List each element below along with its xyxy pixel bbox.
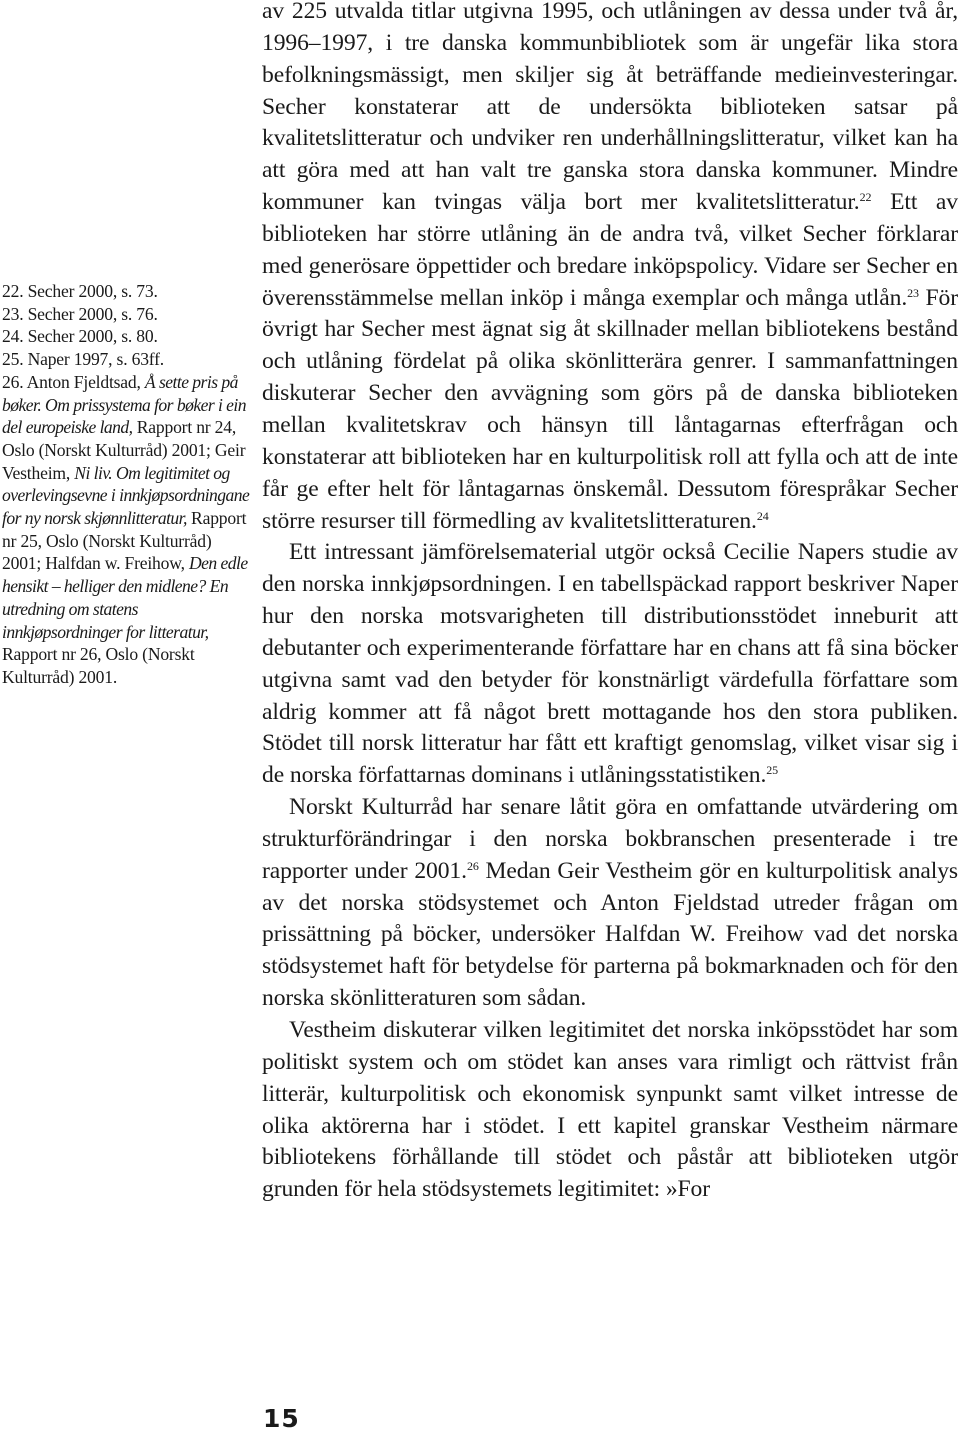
footnote-26-report-26: Rapport nr 26, Oslo (Norskt Kulturråd) 2001. <box>2 644 195 687</box>
paragraph-vestheim: Vestheim diskuterar vilken legitimitet det norska inköpsstödet har som politiskt system och om stödet kan anses vara rimligt och rättvist från litterär, kulturpolitisk och ekonomisk synpunkt samt vilket intresse de olika aktörerna har i stödet. I ett kapitel granskar Vestheim närmare bibliotekens förhållande till stödet och påstår att biblioteken utgör grunden för hela stödsystemets legitimitet: »For <box>262 1017 958 1203</box>
footnote-ref-24: 24 <box>756 508 769 523</box>
sidenotes-column <box>2 280 254 689</box>
footnote-26-author: 26. Anton Fjeldtsad, <box>2 371 145 392</box>
footnote-26-report-24: Rapport nr 24, Oslo (Norskt Kulturråd) 2001; Geir Vestheim, <box>2 417 246 483</box>
footnote-23: 23. Secher 2000, s. 76. <box>2 303 158 324</box>
paragraph-naper-text: Ett intressant jämförelsematerial utgör också Cecilie Napers studie av den norska innkjøpsordningen. I en tabellspäckad rapport beskriver Naper hur den norska motsvarigheten till distributionsstödet inneburit att debutanter och experimenterande författare har en chans att få sina böcker utgivna samt vad den betyder för konstnärligt värdefulla författare som aldrig kommer att få något brett mottagande hos den stora publiken. Stödet till norsk litteratur har fått ett kraftigt genomslag, vilket visar sig i de norska författarnas dominans i utlåningsstatistiken. <box>262 539 958 789</box>
paragraph-kulturrad <box>262 792 958 1015</box>
footnote-26-report-25: Rapport nr 25, Oslo (Norskt Kulturråd) 2001; Halfdan w. Freihow, <box>2 508 247 574</box>
page-number: 15 <box>263 1404 300 1433</box>
footnote-26-title-fjeldstad: Å sette pris på bøker. Om prissystema for bøker i ein del europeiske land, <box>2 371 247 438</box>
paragraph-naper <box>262 537 958 792</box>
paragraph-secher <box>262 0 958 537</box>
paragraph-secher-part3: För övrigt har Secher mest ägnat sig åt skillnader mellan bibliotekens bestånd och utlåning fördelat på olika skönlitterära genrer. I sammanfattningen diskuterar Secher den avvägning som görs på de danska biblioteken mellan kvalitetskrav och hänsyn till låntagarnas efterfrågan och konstaterar att biblioteken har en kulturpolitisk roll att fylla och att de inte får ge efter helt för låntagarnas önskemål. Dessutom förespråkar Secher större resurser till förmedling av kvalitetslitteraturen. <box>262 284 958 534</box>
paragraph-kulturrad-part2: Medan Geir Vestheim gör en kulturpolitisk analys av det norska stödsystemet och Anton Fjeldstad utreder frågan om prissättning på böcker, undersöker Halfdan W. Freihow vad det norska stödsystemet haft för betydelse för parterna på bokmarknaden och för den norska skönlitteraturen som sådan. <box>262 857 958 1012</box>
paragraph-secher-part1: av 225 utvalda titlar utgivna 1995, och utlåningen av dessa under två år, 1996–1997, i tre danska kommunbibliotek som är ungefär lika stora befolkningsmässigt, men skiljer sig åt beträffande medieinvesteringar. Secher konstaterar att de undersökta biblioteken satsar på kvalitetslitteratur och undviker ren underhållningslitteratur, vilket kan ha att göra med att han valt tre ganska stora danska kommuner. Mindre kommuner kan tvingas välja bort mer kvalitetslitteratur. <box>262 0 958 216</box>
footnote-ref-26: 26 <box>466 858 479 873</box>
paragraph-secher-part2: Ett av biblioteken har större utlåning än de andra två, vilket Secher förklarar med generösare öppettider och bredare inköpspolicy. Vidare ser Secher en överensstämmelse mellan inköp i många exemplar och många utlån. <box>262 189 958 311</box>
footnote-26-title-vestheim: Ni liv. Om legitimitet og overlevingsevne i innkjøpsordningane for ny norsk skjønnlitteratur, <box>2 462 250 529</box>
footnote-ref-25: 25 <box>766 763 779 778</box>
paragraph-kulturrad-part1: Norskt Kulturråd har senare låtit göra en omfattande utvärdering om strukturförändringar i den norska bokbranschen presenterade i tre rapporter under 2001. <box>262 794 958 884</box>
footnote-26 <box>2 371 254 689</box>
main-text-column <box>262 0 958 1206</box>
footnote-ref-22: 22 <box>859 190 872 205</box>
footnote-26-title-freihow: Den edle hensikt – helliger den midlene? En utredning om statens innkjøpsordninger for litteratur, <box>2 553 248 642</box>
footnote-ref-23: 23 <box>907 285 919 300</box>
footnote-22: 22. Secher 2000, s. 73. <box>2 281 158 301</box>
footnote-24: 24. Secher 2000, s. 80. <box>2 326 158 347</box>
footnote-25: 25. Naper 1997, s. 63ff. <box>2 349 164 370</box>
